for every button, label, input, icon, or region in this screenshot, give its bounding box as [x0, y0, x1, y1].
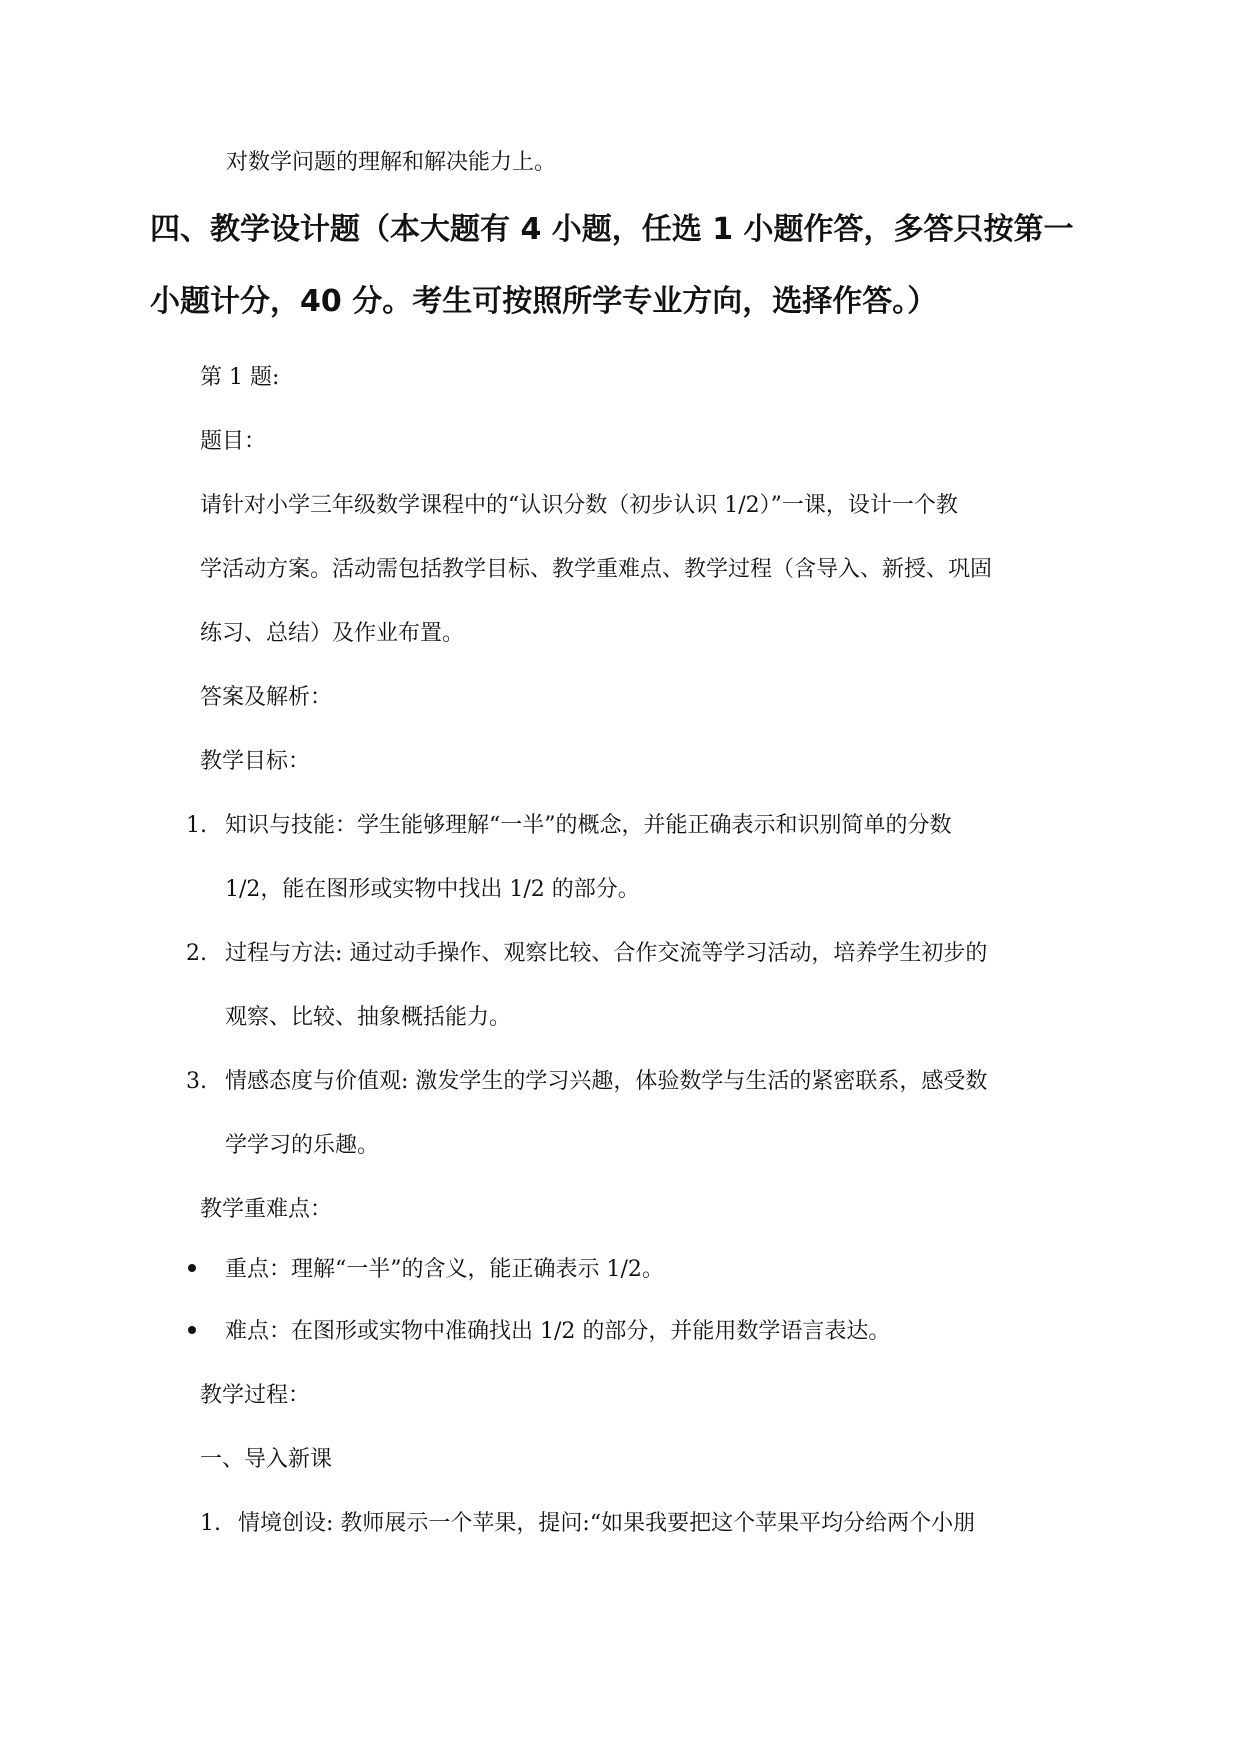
bullet-dot [188, 1264, 196, 1272]
bullet-dot [188, 1326, 196, 1334]
keypoints-label: 教学重难点： [200, 1197, 333, 1222]
objective-line-1: 过程与方法: 通过动手操作、观察比较、合作交流等学习活动，培养学生初步的 [225, 941, 988, 966]
objective-number: 1. [186, 813, 207, 838]
objectives-label: 教学目标： [200, 749, 311, 774]
topic-label: 题目： [200, 429, 267, 454]
prompt-line-2: 学活动方案。活动需包括教学目标、教学重难点、教学过程（含导入、新授、巩固 [200, 557, 993, 582]
prompt-line-1: 请针对小学三年级数学课程中的“认识分数（初步认识 1/2）”一课，设计一个教 [200, 493, 958, 518]
objective-line-1: 知识与技能：学生能够理解“一半”的概念，并能正确表示和识别简单的分数 [225, 813, 952, 838]
answer-label: 答案及解析： [200, 685, 333, 710]
prompt-line-3: 练习、总结）及作业布置。 [200, 621, 465, 646]
objective-line-2: 学学习的乐趣。 [225, 1133, 380, 1158]
objective-number: 2. [186, 941, 207, 966]
objective-line-2: 观察、比较、抽象概括能力。 [225, 1005, 512, 1030]
section-heading-line-1: 四、教学设计题（本大题有 4 小题，任选 1 小题作答，多答只按第一 [150, 212, 1074, 247]
section-heading-line-2: 小题计分，40 分。考生可按照所学专业方向，选择作答。） [150, 284, 938, 319]
process-step-number: 1. [200, 1511, 221, 1536]
objective-line-2: 1/2，能在图形或实物中找出 1/2 的部分。 [225, 877, 640, 902]
intro-tail: 对数学问题的理解和解决能力上。 [226, 150, 557, 175]
process-label: 教学过程： [200, 1383, 311, 1408]
objective-line-1: 情感态度与价值观: 激发学生的学习兴趣，体验数学与生活的紧密联系，感受数 [225, 1069, 988, 1094]
objective-number: 3. [186, 1069, 207, 1094]
process-section-title: 一、导入新课 [200, 1447, 333, 1472]
keypoint-item: 难点：在图形或实物中准确找出 1/2 的部分，并能用数学语言表达。 [225, 1319, 891, 1344]
question-number: 第 1 题: [200, 365, 280, 390]
process-step-text: 情境创设: 教师展示一个苹果，提问:“如果我要把这个苹果平均分给两个小朋 [238, 1511, 976, 1536]
keypoint-item: 重点：理解“一半”的含义，能正确表示 1/2。 [225, 1257, 664, 1282]
